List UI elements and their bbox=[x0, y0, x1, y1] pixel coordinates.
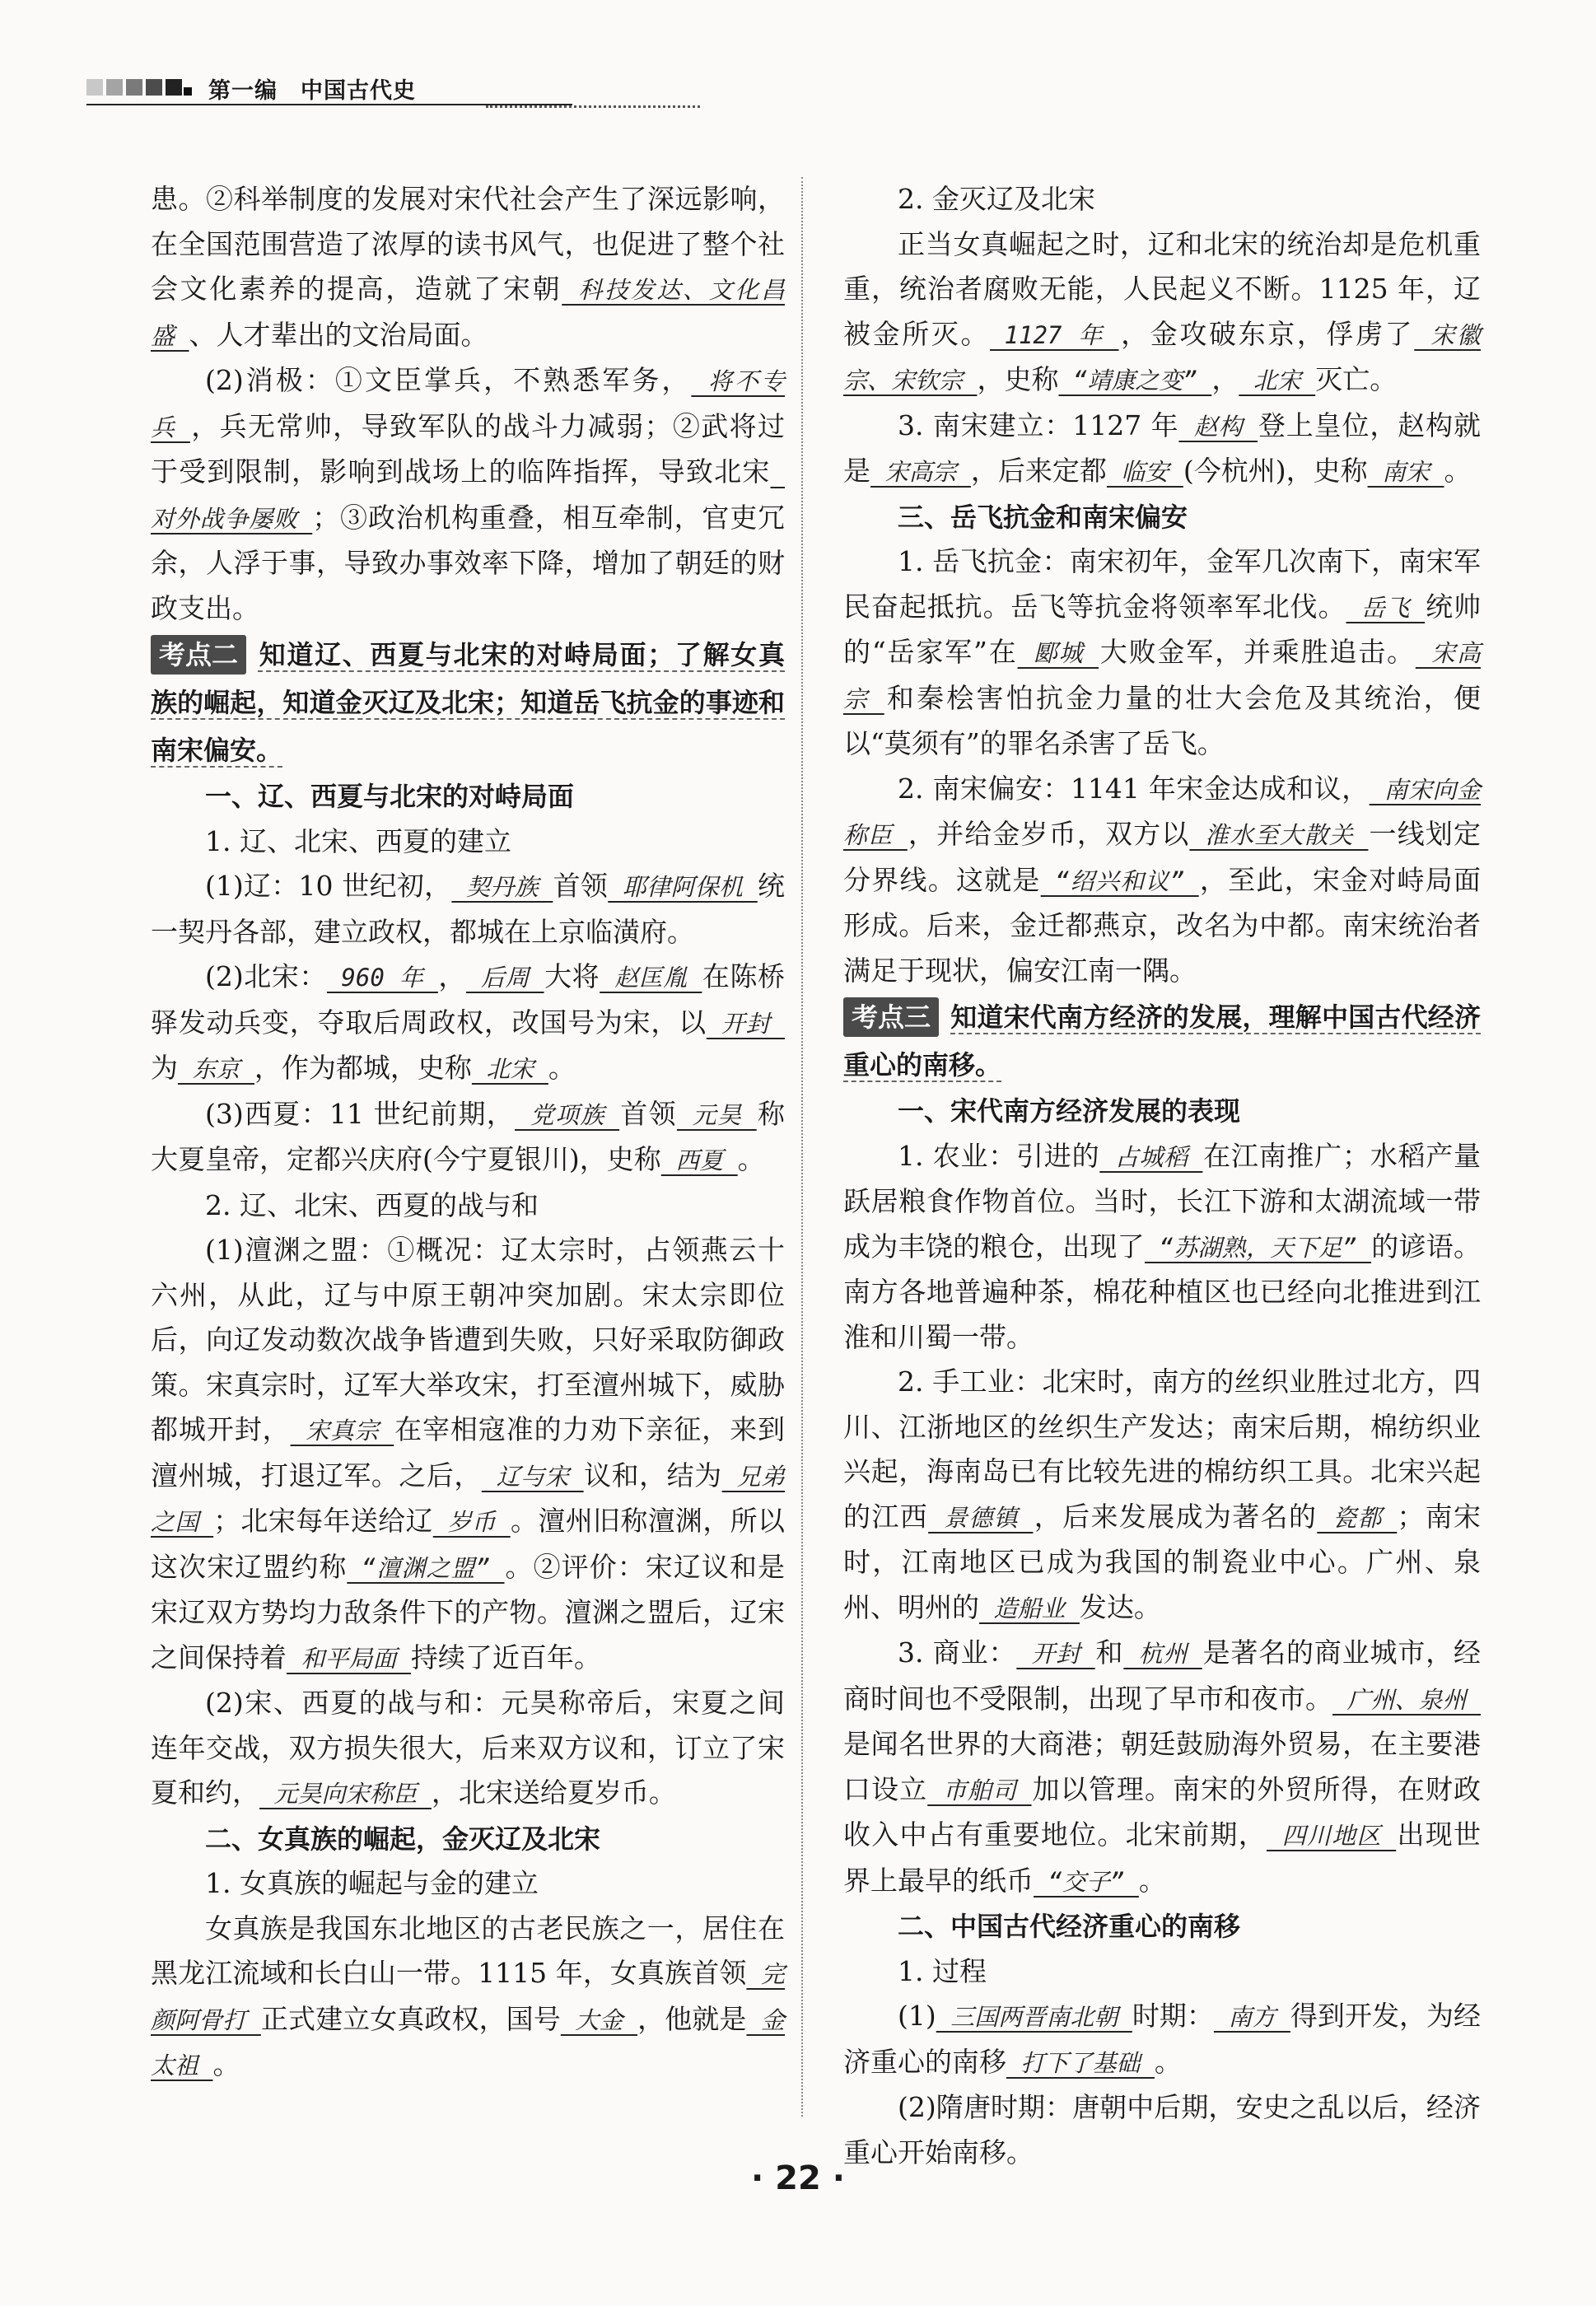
paragraph bbox=[843, 404, 1481, 495]
paragraph bbox=[843, 539, 1481, 767]
paragraph bbox=[151, 177, 785, 358]
filled-answer: 大金 bbox=[560, 2005, 638, 2034]
filled-answer: 市舶司 bbox=[927, 1776, 1032, 1804]
text-run: ，金攻破东京，俘虏了 bbox=[1118, 317, 1415, 350]
key-point-text: 知道辽、西夏与北宋的对峙局面；了解女真族的崛起，知道金灭辽及北宋；知道岳飞抗金的事迹和南宋偏安。 bbox=[151, 639, 785, 766]
text-run: ，后来定都 bbox=[970, 455, 1107, 487]
text-run: 一线划定分界线。这就是 bbox=[843, 818, 1482, 896]
filled-answer: 岳飞 bbox=[1346, 593, 1426, 622]
header-square-icon bbox=[126, 79, 142, 96]
text-run: ，作为都城，史称 bbox=[254, 1052, 472, 1084]
text-run: 得到开发，为经济重心的南移 bbox=[843, 2000, 1482, 2078]
filled-answer: 1127 年 bbox=[990, 320, 1119, 349]
text-run: ， bbox=[437, 960, 466, 992]
header-dotted-rule bbox=[486, 105, 700, 108]
text-run: 。 bbox=[212, 2048, 240, 2080]
text-run: (1) bbox=[898, 2000, 936, 2032]
filled-answer: 景德镇 bbox=[928, 1503, 1034, 1532]
filled-answer: 元昊 bbox=[676, 1100, 757, 1129]
paragraph bbox=[843, 1994, 1481, 2085]
filled-answer: 辽与宋 bbox=[481, 1462, 584, 1491]
filled-answer: 党项族 bbox=[515, 1100, 620, 1129]
text-run: (2)隋唐时期：唐朝中后期，安史之乱以后，经济重心开始南移。 bbox=[843, 2091, 1481, 2168]
paragraph bbox=[151, 819, 785, 865]
filled-answer: 和平局面 bbox=[287, 1644, 411, 1673]
text-run: ；南宋时，江南地区已成为我国的制瓷业中心。广州、泉州、明州的 bbox=[843, 1500, 1482, 1623]
text-run: 正式建立女真政权，国号 bbox=[260, 2002, 561, 2035]
filled-answer: 宋徽宗、宋钦宗 bbox=[843, 320, 1482, 394]
text-run: 。 bbox=[737, 1143, 765, 1175]
filled-answer: 瓷都 bbox=[1317, 1503, 1398, 1532]
text-run: ，北宋送给夏岁币。 bbox=[431, 1776, 676, 1809]
filled-answer: 打下了基础 bbox=[1006, 2048, 1155, 2077]
paragraph bbox=[843, 177, 1481, 222]
section-heading: 一、辽、西夏与北宋的对峙局面 bbox=[205, 781, 575, 812]
filled-answer: 三国两晋南北朝 bbox=[936, 2003, 1132, 2031]
section-title: 第一编 中国古代史 bbox=[208, 78, 416, 104]
filled-answer: 占城稻 bbox=[1099, 1142, 1203, 1171]
text-run: 3. 南宋建立：1127 年 bbox=[898, 408, 1179, 441]
filled-answer: 开封 bbox=[706, 1009, 786, 1038]
filled-answer: 对外战争屡败 bbox=[151, 459, 785, 533]
text-run: 称大夏皇帝，定都兴庆府(今宁夏银川)，史称 bbox=[151, 1097, 786, 1175]
text-run: 1. 岳飞抗金：南宋初年，金军几次南下，南宋军民奋起抵抗。岳飞等抗金将领率军北伐。 bbox=[843, 545, 1481, 623]
text-run: 、人才辈出的文治局面。 bbox=[189, 318, 488, 351]
filled-answer: “靖康之变” bbox=[1058, 366, 1212, 394]
text-run: 1. 辽、北宋、西夏的建立 bbox=[205, 824, 511, 857]
filled-answer: 完颜阿骨打 bbox=[151, 1960, 785, 2034]
page-header bbox=[86, 72, 572, 109]
text-run: 是著名的商业城市，经商时间也不受限制，出现了早市和夜市。 bbox=[843, 1636, 1482, 1715]
text-run: 首领 bbox=[553, 870, 609, 902]
text-run: 1. 过程 bbox=[898, 1954, 987, 1987]
text-run: (2)北宋： bbox=[205, 960, 327, 992]
text-run: (2)宋、西夏的战与和：元昊称帝后，宋夏之间连年交战，双方损失很大，后来双方议和，订立了宋夏和约， bbox=[151, 1687, 785, 1809]
text-run: 女真族是我国东北地区的古老民族之一，居住在黑龙江流域和长白山一带。1115 年，女真族首领 bbox=[151, 1912, 785, 1989]
text-run: ；北宋每年送给辽 bbox=[213, 1505, 433, 1537]
key-point-box bbox=[843, 993, 1481, 1089]
filled-answer: 宋高宗 bbox=[843, 639, 1482, 713]
filled-answer: 北宋 bbox=[1239, 366, 1316, 394]
column-divider bbox=[801, 177, 803, 2117]
key-point-tag: 考点二 bbox=[151, 635, 246, 675]
filled-answer: 兄弟之国 bbox=[151, 1462, 786, 1536]
text-run: 2. 手工业：北宋时，南方的丝织业胜过北方，四川、江浙地区的丝织生产发达；南宋后期，棉纺织业兴起，海南岛已有比较先进的棉纺织工具。北宋兴起的江西 bbox=[843, 1365, 1481, 1533]
text-run: 1. 农业：引进的 bbox=[898, 1139, 1100, 1172]
text-run: 是闻名世界的大商港；朝廷鼓励海外贸易，在主要港口设立 bbox=[843, 1728, 1481, 1805]
text-run: 登上皇位，赵构就是 bbox=[843, 408, 1481, 487]
text-run: 在江南推广；水稻产量跃居粮食作物首位。当时，长江下游和太湖流域一带成为丰饶的粮仓，出现了 bbox=[843, 1139, 1482, 1263]
filled-answer: 将不专兵 bbox=[151, 367, 785, 441]
text-run: 在陈桥驿发动兵变，夺取后周政权，改国号为宋，以 bbox=[151, 960, 786, 1039]
filled-answer: “绍兴和议” bbox=[1040, 866, 1199, 895]
text-run: 。 bbox=[1444, 455, 1472, 487]
section-heading: 三、岳飞抗金和南宋偏安 bbox=[898, 501, 1188, 533]
filled-answer: 宋高宗 bbox=[870, 458, 971, 486]
text-run: (3)西夏：11 世纪前期， bbox=[205, 1097, 516, 1130]
page-number: · 22 · bbox=[751, 2159, 845, 2197]
filled-answer: “澶渊之盟” bbox=[347, 1553, 505, 1582]
filled-answer: 元昊向宋称臣 bbox=[259, 1780, 432, 1808]
section-heading: 二、中国古代经济重心的南移 bbox=[898, 1911, 1241, 1942]
header-square-icon bbox=[184, 87, 192, 96]
paragraph bbox=[151, 1228, 785, 1681]
text-run: 1. 女真族的崛起与金的建立 bbox=[205, 1867, 539, 1899]
filled-answer: “交子” bbox=[1034, 1867, 1139, 1896]
paragraph bbox=[151, 955, 785, 1092]
filled-answer: 南方 bbox=[1213, 2003, 1290, 2031]
text-run: 时期： bbox=[1132, 2000, 1214, 2032]
text-run: 的谚语。南方各地普遍种茶，棉花种植区也已经向北推进到江淮和川蜀一带。 bbox=[843, 1230, 1482, 1353]
text-run: ，至此，宋金对峙局面形成。后来，金迁都燕京，改名为中都。南宋统治者满足于现状，偏安江南一隅。 bbox=[843, 863, 1481, 987]
text-run: ， bbox=[1211, 363, 1239, 395]
filled-answer: 耶律阿保机 bbox=[608, 873, 758, 901]
filled-answer: 广州、泉州 bbox=[1332, 1685, 1482, 1714]
text-run: 。 bbox=[1138, 1864, 1166, 1897]
left-column bbox=[151, 177, 785, 2089]
filled-answer: 南宋 bbox=[1367, 458, 1444, 486]
filled-answer: 郾城 bbox=[1017, 639, 1099, 667]
paragraph bbox=[843, 1631, 1481, 1904]
text-run: 为 bbox=[151, 1052, 178, 1084]
text-run: ，史称 bbox=[977, 363, 1059, 395]
header-square-icon bbox=[86, 79, 103, 96]
filled-answer: 后周 bbox=[465, 964, 544, 992]
text-run: 3. 商业： bbox=[898, 1636, 1017, 1669]
text-run: 2. 金灭辽及北宋 bbox=[898, 183, 1095, 215]
text-run: 在宰相寇准的力劝下亲征，来到澶州城，打退辽军。之后， bbox=[151, 1413, 786, 1491]
filled-answer: 南宋向金称臣 bbox=[843, 775, 1481, 849]
filled-answer: 科技发达、文化昌盛 bbox=[151, 276, 785, 350]
filled-answer: 960 年 bbox=[326, 964, 438, 992]
paragraph bbox=[843, 1949, 1481, 1995]
filled-answer: 西夏 bbox=[660, 1146, 738, 1174]
filled-answer: 赵构 bbox=[1178, 412, 1258, 441]
filled-answer: 东京 bbox=[178, 1055, 254, 1083]
text-run: (1)澶渊之盟：①概况：辽太宗时，占领燕云十六州，从此，辽与中原王朝冲突加剧。宋太宗即位后，向辽发动数次战争皆遭到失败，只好采取防御政策。宋真宗时，辽军大举攻宋，打至澶州城下，威胁都城开封， bbox=[151, 1234, 785, 1445]
filled-answer: 宋真宗 bbox=[290, 1417, 394, 1445]
text-run: 议和，结为 bbox=[583, 1459, 722, 1491]
header-square-icon bbox=[166, 79, 182, 96]
filled-answer: 契丹族 bbox=[451, 873, 553, 901]
text-run: 大将 bbox=[544, 960, 600, 992]
filled-answer: “苏湖熟，天下足” bbox=[1144, 1233, 1371, 1262]
text-run: 和 bbox=[1094, 1636, 1124, 1669]
text-run: 。澶州旧称澶渊，所以这次宋辽盟约称 bbox=[151, 1505, 786, 1583]
filled-answer: 金太祖 bbox=[151, 2005, 786, 2080]
section-heading: 二、女真族的崛起，金灭辽及北宋 bbox=[205, 1823, 601, 1855]
key-point-box bbox=[151, 631, 785, 774]
text-run: ，并给金岁币，双方以 bbox=[907, 818, 1190, 850]
paragraph bbox=[843, 767, 1481, 994]
paragraph bbox=[151, 358, 785, 631]
filled-answer: 造船业 bbox=[979, 1594, 1080, 1622]
filled-answer: 淮水至大散关 bbox=[1189, 821, 1369, 849]
filled-answer: 四川地区 bbox=[1266, 1822, 1397, 1850]
text-run: ，后来发展成为著名的 bbox=[1033, 1500, 1318, 1533]
header-square-icon bbox=[106, 79, 123, 96]
text-run: 正当女真崛起之时，辽和北宋的统治却是危机重重，统治者腐败无能，人民起义不断。1125 年，辽被金所灭。 bbox=[843, 227, 1481, 350]
paragraph bbox=[843, 1360, 1481, 1631]
text-run: 首领 bbox=[619, 1097, 677, 1130]
paragraph bbox=[151, 1183, 785, 1229]
text-run: 出现世界上最早的纸币 bbox=[843, 1818, 1482, 1897]
text-run: 统帅的“岳家军”在 bbox=[843, 590, 1482, 668]
text-run: 2. 南宋偏安：1141 年宋金达成和议， bbox=[898, 772, 1370, 805]
text-run: 灭亡。 bbox=[1315, 363, 1398, 395]
text-run: 。 bbox=[548, 1052, 576, 1084]
paragraph bbox=[151, 1681, 785, 1817]
text-run: (2)消极：①文臣掌兵，不熟悉军务， bbox=[205, 364, 692, 396]
filled-answer: 岁币 bbox=[432, 1508, 511, 1536]
text-run: 和秦桧害怕抗金力量的壮大会危及其统治，便以“莫须有”的罪名杀害了岳飞。 bbox=[843, 681, 1482, 759]
filled-answer: 临安 bbox=[1106, 458, 1183, 486]
text-run: 统一契丹各部，建立政权，都城在上京临潢府。 bbox=[151, 870, 786, 948]
text-run: 。②评价：宋辽议和是宋辽双方势均力敌条件下的产物。澶渊之盟后，辽宋之间保持着 bbox=[151, 1550, 786, 1673]
right-column bbox=[843, 177, 1481, 2175]
key-point-text: 知道宋代南方经济的发展，理解中国古代经济重心的南移。 bbox=[843, 1001, 1481, 1081]
header-square-icon bbox=[146, 79, 162, 96]
text-run: 患。②科举制度的发展对宋代社会产生了深远影响，在全国范围营造了浓厚的读书风气，也促进了整个社会文化素养的提高，造就了宋朝 bbox=[151, 183, 785, 305]
text-run: 。 bbox=[1154, 2045, 1182, 2078]
paragraph bbox=[843, 222, 1481, 404]
text-run: (1)辽：10 世纪初， bbox=[205, 870, 452, 902]
text-run: ，兵无常帅，导致军队的战斗力减弱；②武将过于受到限制，影响到战场上的临阵指挥，导致北宋 bbox=[151, 409, 786, 488]
filled-answer: 开封 bbox=[1016, 1640, 1095, 1668]
filled-answer: 北宋 bbox=[471, 1055, 548, 1083]
paragraph bbox=[151, 1907, 785, 2089]
paragraph bbox=[151, 864, 785, 955]
filled-answer: 杭州 bbox=[1123, 1640, 1202, 1668]
text-run: 大败金军，并乘胜追击。 bbox=[1098, 636, 1416, 668]
paragraph bbox=[843, 1134, 1481, 1361]
text-run: ；③政治机构重叠，相互牵制，官吏冗余，人浮于事，导致办事效率下降，增加了朝廷的财政支出。 bbox=[151, 501, 785, 624]
section-heading: 一、宋代南方经济发展的表现 bbox=[898, 1095, 1241, 1127]
text-run: 发达。 bbox=[1079, 1590, 1161, 1623]
text-run: 2. 辽、北宋、西夏的战与和 bbox=[205, 1188, 539, 1221]
text-run: 持续了近百年。 bbox=[410, 1641, 601, 1673]
paragraph bbox=[151, 1861, 785, 1907]
text-run: ，他就是 bbox=[637, 2002, 747, 2035]
text-run: 加以管理。南宋的外贸所得，在财政收入中占有重要地位。北宋前期， bbox=[843, 1772, 1482, 1851]
text-run: (今杭州)，史称 bbox=[1183, 455, 1368, 487]
paragraph bbox=[151, 1092, 785, 1183]
filled-answer: 赵匡胤 bbox=[600, 964, 702, 992]
key-point-tag: 考点三 bbox=[843, 997, 939, 1037]
